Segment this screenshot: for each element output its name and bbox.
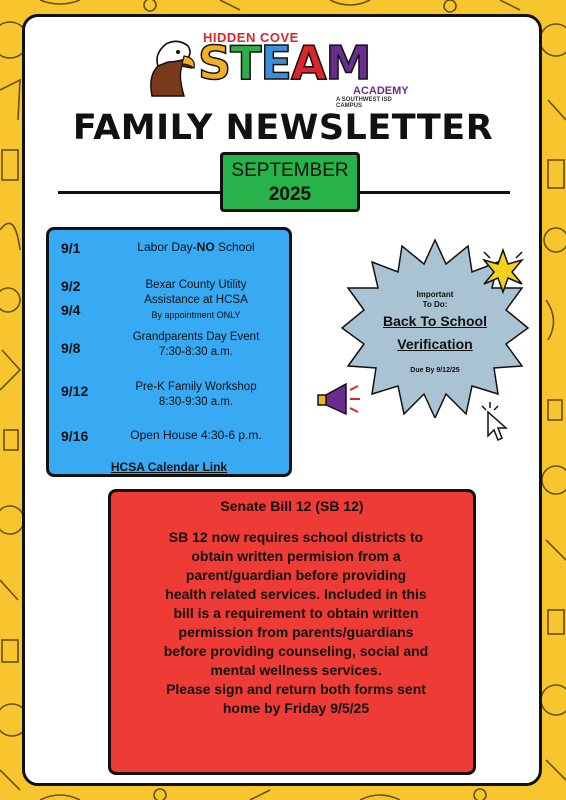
senate-bill-notice	[108, 489, 476, 775]
logo-steam-wordmark: STEAM	[198, 36, 371, 90]
megaphone-icon	[316, 376, 364, 424]
cursor-click-icon	[478, 402, 512, 442]
divider-right	[360, 191, 510, 194]
month-badge	[220, 152, 360, 212]
events-calendar	[46, 227, 292, 477]
event-date: 9/16	[61, 428, 89, 444]
calendar-link[interactable]: HCSA Calendar Link	[110, 460, 228, 474]
bill-body: SB 12 now requires school districts to obtain written permision from a parent/guardian before providing health related services. Included in this bill is a requirement to obtain written permission from parents/guardians before providing counseling, social and mental wellness services. Please sign and return both forms sent home by Friday 9/5/25	[163, 529, 429, 716]
important-label: Important	[416, 290, 454, 299]
divider-left	[58, 191, 220, 194]
sparkle-burst-icon	[478, 246, 528, 296]
todo-label: To Do:	[422, 300, 448, 309]
logo-campus: A SOUTHWEST ISD CAMPUS	[336, 97, 392, 109]
event-text: Open House 4:30-6 p.m.	[130, 428, 262, 442]
school-logo	[148, 30, 418, 109]
event-text: Grandparents Day Event 7:30-8:30 a.m.	[132, 331, 260, 358]
event-text: Labor Day-NO School	[137, 240, 255, 254]
event-text: Bexar County Utility Assistance at HCSA By appointment ONLY	[144, 279, 248, 320]
event-date: 9/8	[61, 340, 81, 356]
event-date: 9/1	[61, 240, 81, 256]
page-title: FAMILY NEWSLETTER	[72, 108, 494, 148]
eagle-mascot-icon	[148, 36, 198, 98]
event-date: 9/2	[61, 278, 81, 294]
event-date: 9/12	[61, 383, 89, 399]
bill-title: Senate Bill 12 (SB 12)	[220, 498, 364, 514]
event-date: 9/4	[61, 302, 81, 318]
verification-heading-2: Verification	[397, 336, 473, 352]
event-text: Pre-K Family Workshop 8:30-9:30 a.m.	[135, 381, 257, 408]
month-name: SEPTEMBER	[231, 160, 349, 181]
logo-school-name: HIDDEN COVE	[203, 30, 299, 45]
due-date: Due By 9/12/25	[410, 367, 460, 374]
verification-heading: Back To School	[383, 313, 487, 329]
month-year: 2025	[268, 184, 312, 205]
logo-academy: ACADEMY	[353, 85, 409, 97]
